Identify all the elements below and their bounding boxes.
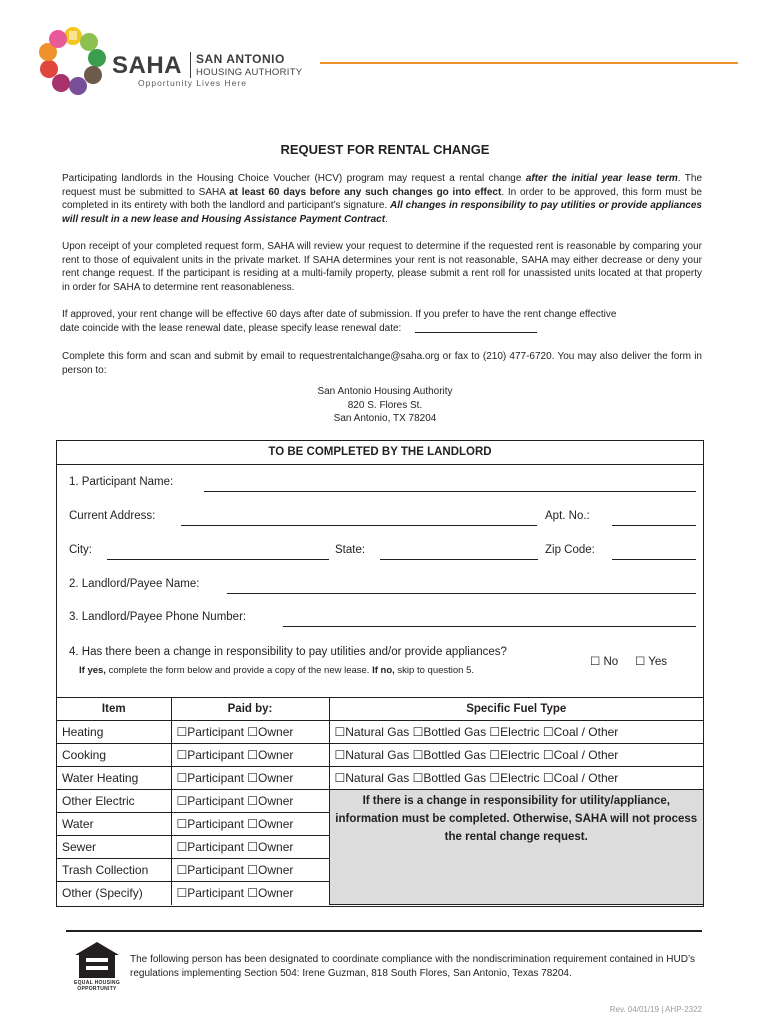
landlord-section-heading: TO BE COMPLETED BY THE LANDLORD <box>57 441 703 465</box>
equal-housing-text: EQUAL HOUSING OPPORTUNITY <box>73 980 121 992</box>
question-4-instructions: If yes, complete the form below and provide a copy of the new lease. If no, skip to question 5. <box>79 665 475 676</box>
apt-no-label: Apt. No.: <box>545 510 590 522</box>
org-name-line2: HOUSING AUTHORITY <box>196 67 303 78</box>
address-line2: 820 S. Flores St. <box>347 399 423 411</box>
landlord-name-label: 2. Landlord/Payee Name: <box>69 578 200 590</box>
utility-table <box>57 697 703 905</box>
address-line1: San Antonio Housing Authority <box>317 386 453 397</box>
fuel-type-checkboxes[interactable]: ☐Natural Gas ☐Bottled Gas ☐Electric ☐Coal / Other <box>329 721 703 744</box>
landlord-phone-field[interactable] <box>283 626 696 627</box>
paid-by-checkboxes[interactable]: ☐Participant ☐Owner <box>171 859 329 882</box>
utility-change-notice: If there is a change in responsibility for utility/appliance, information must be completed. Otherwise, SAHA will not process the rental change request. <box>329 790 703 905</box>
tagline: Opportunity Lives Here <box>138 78 247 88</box>
current-address-label: Current Address: <box>69 510 156 522</box>
table-row <box>57 744 703 767</box>
participant-name-label: 1. Participant Name: <box>69 476 174 488</box>
item-other-electric: Other Electric <box>57 790 171 813</box>
state-label: State: <box>335 544 366 556</box>
state-field[interactable] <box>380 559 538 560</box>
address-line3: San Antonio, TX 78204 <box>333 413 437 424</box>
zip-label: Zip Code: <box>545 544 595 556</box>
item-water: Water <box>57 813 171 836</box>
org-name-line1: SAN ANTONIO <box>196 52 285 66</box>
yes-checkbox[interactable]: ☐ Yes <box>635 656 668 668</box>
footer-rule <box>66 930 702 932</box>
item-heating: Heating <box>57 721 171 744</box>
lease-renewal-date-field[interactable] <box>415 332 537 333</box>
nondiscrimination-statement: The following person has been designated to coordinate compliance with the nondiscrimination requirement contained in HUD’s regulations implementing Section 504: Irene Guzman, 818 South Flores, San Antonio, Texas 78204. <box>130 954 695 979</box>
city-label: City: <box>69 544 92 556</box>
paid-by-checkboxes[interactable]: ☐Participant ☐Owner <box>171 721 329 744</box>
zip-field[interactable] <box>612 559 696 560</box>
paid-by-checkboxes[interactable]: ☐Participant ☐Owner <box>171 790 329 813</box>
saha-logo-text: SAHA <box>112 52 183 79</box>
p3-line2: date coincide with the lease renewal date, please specify lease renewal date: <box>60 322 700 336</box>
utility-table-header <box>57 698 703 721</box>
apt-no-field[interactable] <box>612 525 696 526</box>
item-water-heating: Water Heating <box>57 767 171 790</box>
item-trash-collection: Trash Collection <box>57 859 171 882</box>
city-field[interactable] <box>107 559 329 560</box>
paid-by-checkboxes[interactable]: ☐Participant ☐Owner <box>171 836 329 859</box>
landlord-phone-label: 3. Landlord/Payee Phone Number: <box>69 611 247 623</box>
paid-by-column-header: Paid by: <box>171 698 329 721</box>
intro-paragraph-3 <box>60 308 700 335</box>
intro-paragraph-2: Upon receipt of your completed request form, SAHA will review your request to determine if the requested rent is reasonable by comparing your rent to those of equivalent units in the private market. If SAHA determines your rent is not reasonable, SAHA may either decrease or deny your rent change request. If the participant is residing at a multi-family property, please submit a rent roll for unassisted units located at that property in order for SAHA to determine rent reasonableness. <box>62 241 702 293</box>
intro-paragraph-1: Participating landlords in the Housing Choice Voucher (HCV) program may request a rental change after the initial year lease term. The request must be submitted to SAHA at least 60 days before any such changes go into effect. In order to be approved, this form must be completed in its entirety with both the landlord and participant’s signature. All changes in responsibility to pay utilities or provide appliances will result in a new lease and Housing Assistance Payment Contract. <box>62 173 703 225</box>
paid-by-checkboxes[interactable]: ☐Participant ☐Owner <box>171 882 329 905</box>
landlord-name-field[interactable] <box>227 593 696 594</box>
paid-by-checkboxes[interactable]: ☐Participant ☐Owner <box>171 767 329 790</box>
table-row <box>57 790 703 813</box>
equal-housing-logo <box>72 942 122 994</box>
equal-housing-icon <box>75 942 119 978</box>
revision-label: Rev. 04/01/19 | AHP-2322 <box>609 1005 702 1014</box>
item-sewer: Sewer <box>57 836 171 859</box>
item-column-header: Item <box>57 698 171 721</box>
saha-address <box>0 385 770 426</box>
page-header <box>30 22 750 112</box>
page-title: REQUEST FOR RENTAL CHANGE <box>280 142 490 157</box>
fuel-type-checkboxes[interactable]: ☐Natural Gas ☐Bottled Gas ☐Electric ☐Coal / Other <box>329 767 703 790</box>
current-address-field[interactable] <box>181 525 537 526</box>
org-name <box>196 53 302 79</box>
logo-divider <box>190 52 191 78</box>
paid-by-checkboxes[interactable]: ☐Participant ☐Owner <box>171 744 329 767</box>
participant-name-field[interactable] <box>204 491 696 492</box>
p3-line1: If approved, your rent change will be effective 60 days after date of submission. If you prefer to have the rent change effective <box>62 309 617 320</box>
no-checkbox[interactable]: ☐ No <box>590 656 619 668</box>
fuel-type-column-header: Specific Fuel Type <box>329 698 703 721</box>
table-row <box>57 767 703 790</box>
paid-by-checkboxes[interactable]: ☐Participant ☐Owner <box>171 813 329 836</box>
item-cooking: Cooking <box>57 744 171 767</box>
saha-logo-icon <box>34 22 112 106</box>
table-row <box>57 721 703 744</box>
intro-paragraph-4: Complete this form and scan and submit by email to requestrentalchange@saha.org or fax to (210) 477-6720. You may also deliver the form in person to: <box>62 351 702 376</box>
question-4: 4. Has there been a change in responsibility to pay utilities and/or provide appliances? <box>69 646 507 658</box>
landlord-section <box>56 440 704 907</box>
header-rule <box>320 62 738 64</box>
fuel-type-checkboxes[interactable]: ☐Natural Gas ☐Bottled Gas ☐Electric ☐Coal / Other <box>329 744 703 767</box>
item-other-specify: Other (Specify) <box>57 882 171 905</box>
